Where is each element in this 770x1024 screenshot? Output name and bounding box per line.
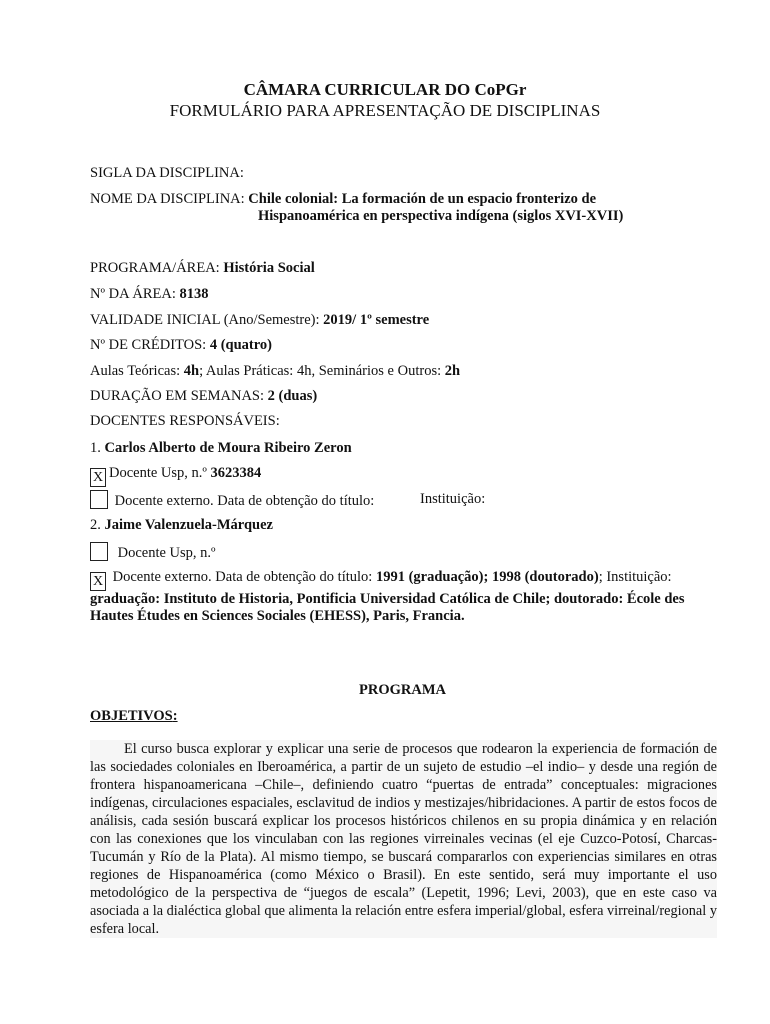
validade-label: VALIDADE INICIAL (Ano/Semestre): (90, 312, 320, 328)
docente-2-row (90, 517, 273, 534)
docente-2-usp-checkbox[interactable] (90, 542, 108, 561)
docente-2-externo-label: Docente externo. Data de obtenção do título: (112, 569, 373, 585)
docente-2-externo-checkbox[interactable]: X (90, 572, 106, 591)
creditos-row (90, 337, 272, 354)
creditos-label: Nº DE CRÉDITOS: (90, 337, 207, 353)
docente-2-name: Jaime Valenzuela-Márquez (104, 517, 273, 533)
docente-1-usp-checkbox[interactable]: X (90, 468, 106, 487)
docentes-label: DOCENTES RESPONSÁVEIS: (90, 413, 280, 429)
nome-row (90, 191, 596, 208)
aulas-teoricas-label: Aulas Teóricas: (90, 363, 181, 379)
docente-1-name: Carlos Alberto de Moura Ribeiro Zeron (104, 440, 352, 456)
programa-area-label: PROGRAMA/ÁREA: (90, 260, 220, 276)
objetivos-colon: : (172, 708, 178, 724)
programa-heading: PROGRAMA (359, 682, 446, 698)
docente-2-externo-value: 1991 (graduação); 1998 (doutorado) (375, 569, 599, 585)
programa-area-row (90, 260, 315, 277)
objetivos-text: El curso busca explorar y explicar una serie de procesos que rodearon la experiencia de formación de las sociedades coloniales en Iberoamérica, a partir de un sujeto de estudio –el indio– y desde una región de frontera hispanoamericana –Chile–, definiendo cuatro “puertas de entrada” conceptuales: migraciones indígenas, circulaciones espaciales, esclavitud de indios y mestizajes/hibridaciones. A partir de estos focos de análisis, cada sesión buscará explicar los procesos históricos chilenos en su propia dinámica y en relación con las conexiones que los vinculaban con las regiones virreinales vecinas (el eje Cuzco-Potosí, Charcas-Tucumán y Río de la Plata). Al mismo tiempo, se buscará compararlos con experiencias similares en otras regiones de Hispanoamérica (como México o Brasil). En este sentido, será muy importante el uso metodológico de la perspectiva de “juegos de escala” (Lepetit, 1996; Levi, 2003), que en este caso va asociada a la dialéctica global que alimenta la relación entre esfera imperial/global, esfera virreinal/regional y esfera local. (90, 741, 717, 937)
docente-1-number: 1. (90, 440, 101, 456)
docente-1-externo-checkbox[interactable] (90, 490, 108, 509)
creditos-value: 4 (quatro) (209, 337, 273, 353)
objetivos-label: OBJETIVOS (90, 708, 173, 724)
duracao-label: DURAÇÃO EM SEMANAS: (90, 388, 265, 404)
docente-1-usp-label: Docente Usp, n.º (109, 465, 207, 481)
docente-2-usp-row (90, 542, 216, 562)
numero-area-label: Nº DA ÁREA: (90, 286, 176, 302)
numero-area-row (90, 286, 209, 303)
nome-value-line1: Chile colonial: La formación de un espacio fronterizo de (248, 191, 596, 207)
aulas-row (90, 363, 460, 380)
sigla-label: SIGLA DA DISCIPLINA: (90, 165, 244, 181)
docente-1-instituicao-label: Instituição: (420, 491, 486, 507)
aulas-praticas-text: ; Aulas Práticas: 4h, Seminários e Outros: (199, 363, 442, 379)
docente-1-externo-label: Docente externo. Data de obtenção do título: (114, 493, 375, 509)
nome-label: NOME DA DISCIPLINA: (90, 191, 245, 207)
numero-area-value: 8138 (179, 286, 209, 302)
validade-value: 2019/ 1º semestre (323, 312, 430, 328)
docente-2-instituicao-value: graduação: Instituto de Historia, Pontificia Universidad Católica de Chile; doutorado: École des Hautes Études en Sciences Sociales (EHESS), Paris, Francia. (90, 591, 685, 624)
objetivos-heading (90, 708, 178, 725)
aulas-outros-value: 2h (444, 363, 461, 379)
docente-2-externo-row (90, 569, 718, 625)
docente-2-usp-label: Docente Usp, n.º (117, 545, 216, 561)
docente-1-usp-row (90, 465, 261, 487)
duracao-value: 2 (duas) (267, 388, 318, 404)
programa-area-value: História Social (223, 260, 315, 276)
docente-1-row (90, 440, 352, 457)
docente-1-usp-value: 3623384 (210, 465, 262, 481)
nome-value-line2: Hispanoamérica en perspectiva indígena (siglos XVI-XVII) (258, 208, 624, 224)
duracao-row (90, 388, 317, 405)
aulas-teoricas-value: 4h (183, 363, 200, 379)
docente-2-instituicao-label: ; Instituição: (598, 569, 672, 585)
validade-row (90, 312, 429, 329)
docente-2-number: 2. (90, 517, 101, 533)
document-subtitle: FORMULÁRIO PARA APRESENTAÇÃO DE DISCIPLINAS (169, 101, 601, 120)
document-title: CÂMARA CURRICULAR DO CoPGr (243, 80, 527, 99)
